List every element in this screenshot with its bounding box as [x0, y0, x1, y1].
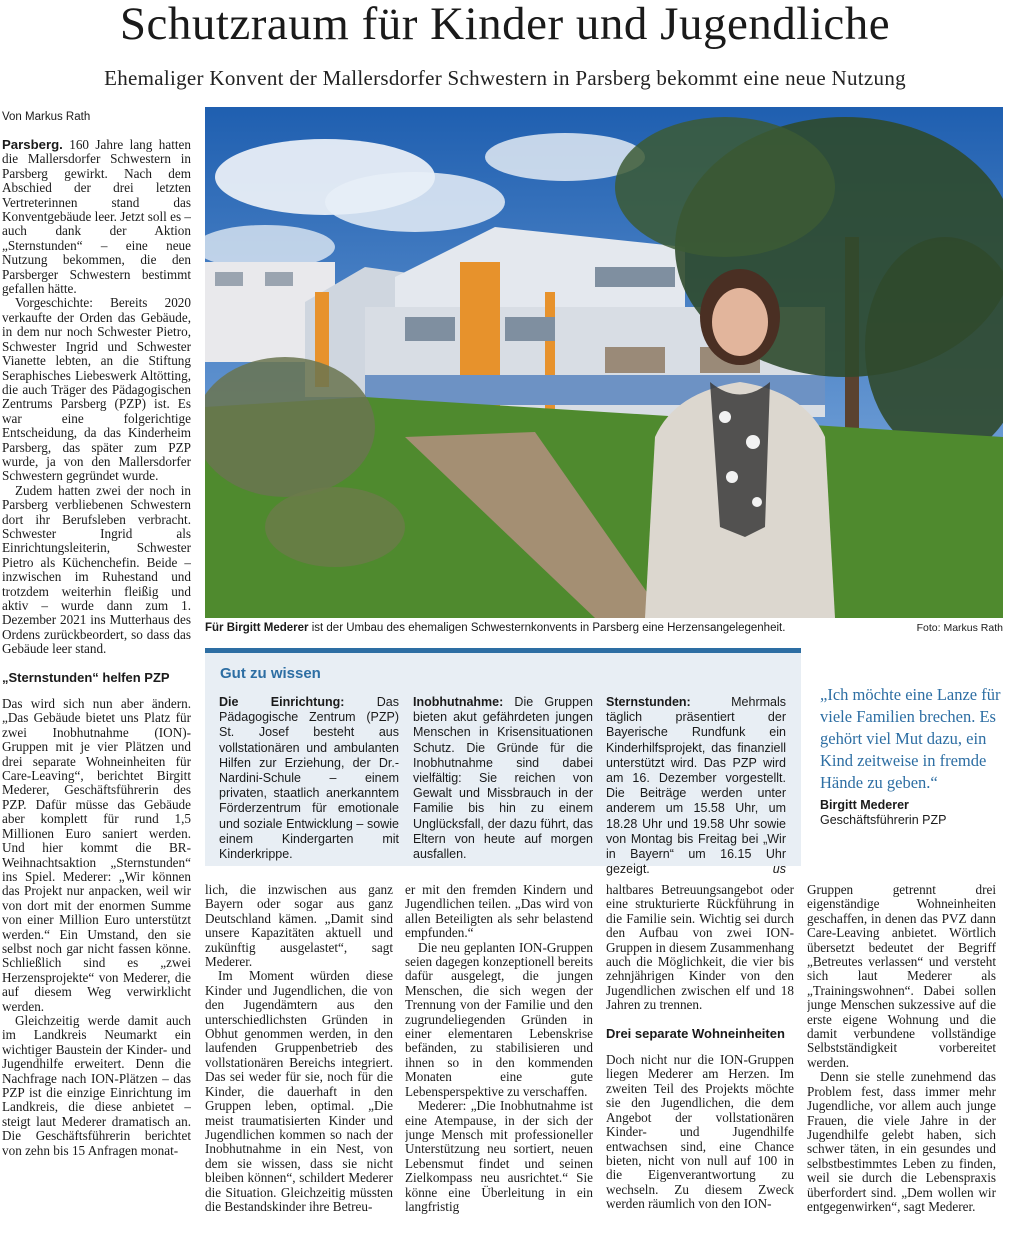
headline: Schutzraum für Kinder und Jugendliche — [119, 0, 891, 50]
article-paragraph: Zudem hatten zwei der noch in Parsberg verbliebenen Schwestern dort ihr Berufsleben verbracht. Schwester Ingrid als Einrichtungsleiterin, Schwester Pietro als Küchenchefin. Beide – inzwischen im Ruhestand und trotzdem weiterhin fleißig und aktiv – wurde dann zum 1. Dezember 2021 ins Mutterhaus des Ordens zurückbeordert, so dass das Gebäude leer stand. — [2, 482, 191, 657]
photo-illustration — [205, 107, 1003, 618]
article-photo — [205, 107, 1003, 618]
article-paragraph: Gruppen getrennt drei eigenständige Wohneinheiten geschaffen, in denen das PVZ dann Care-Leaving anbietet. Wörtlich übersetzt bedeutet der Begriff „Betreutes verlassen“ und versteht sich laut Mederer als „Trainingswohnen“. Dabei sollen junge Menschen sukzessive auf die erste eigene Wohnung und die damit verbundene vollständige Selbstständigkeit vorbereitet werden. — [807, 883, 996, 1070]
article-column-4 — [606, 883, 794, 1238]
article-paragraph: lich, die inzwischen aus ganz Bayern oder sogar aus ganz Deutschland kämen. „Damit sind unsere Kapazitäten aktuell und zukünftig ausgelastet“, sagt Mederer. — [205, 883, 393, 970]
article-column-1 — [2, 138, 191, 1238]
photo-caption — [205, 621, 1003, 636]
article-paragraph: Im Moment würden diese Kinder und Jugendlichen, die von den Jugendämtern aus den unterschiedlichsten Gründen in Obhut genommen werden, in den laufenden Gruppenbetrieb des vollstationären Bereichs integriert. Das sei weder für sie, noch für die Kinder, die dauerhaft in den Gruppen leben, optimal. „Die meist traumatisierten Kinder und Jugendlichen kommen so nach der Inobhutnahme in ein Nest, von dem sie wissen, dass sie nicht bleiben können“, schildert Mederer die Situation. Gleichzeitig müssten die Bestandskinder ihre Betreu- — [205, 968, 393, 1214]
info-box-column-2: Inobhutnahme: Die Gruppen bieten akut gefährdeten jungen Menschen in Krisensituationen Schutz. Die Gründe für die Inobhutnahme sind dabei vielfältig: Sie reichen von Gewalt und Missbrauch in der Familie bis hin zu einem Unglücksfall, der dazu führt, das Eltern von heute auf morgen ausfallen. — [413, 695, 593, 862]
article-paragraph: Mederer: „Die Inobhutnahme ist eine Atempause, in der sich der junge Mensch mit professioneller Unterstützung neu sortiert, neuen Lebensmut findet und seinen Zielkompass neu ausrichtet.“ Sie könne eine Überleitung in ein langfristig — [405, 1098, 593, 1214]
article-paragraph: er mit den fremden Kindern und Jugendlichen teilen. „Das wird von allen Beteiligten als sehr belastend empfunden.“ — [405, 883, 593, 941]
article-column-5 — [807, 883, 996, 1238]
quote-attribution: Birgitt Mederer Geschäftsführerin PZP — [820, 798, 947, 827]
article-paragraph: Denn sie stelle zunehmend das Problem fest, dass immer mehr Jugendliche, vor allem auch junge Frauen, die viele Jahre in der Jugendhilfe gelebt haben, sich schwer täten, in ein gesundes und selbstbestimmtes Leben zu finden, weil sie durch die Lebenspraxis überfordert sind. „Dem wollen wir entgegenwirken“, sagt Mederer. — [807, 1069, 996, 1214]
article-column-3 — [405, 883, 593, 1238]
caption-text: ist der Umbau des ehemaligen Schwesternkonvents in Parsberg eine Herzensangelegenheit. — [308, 622, 786, 634]
author-initials: us — [772, 862, 786, 877]
dateline: Parsberg. — [2, 138, 63, 152]
byline: Von Markus Rath — [2, 111, 91, 123]
article-paragraph: Die neu geplanten ION-Gruppen seien dagegen konzeptionell bereits dafür ausgelegt, die jungen Menschen, die sich wegen der Trennung von der Familie und den zugrundeliegenden Gründen in einer elementaren Lebenskrise befänden, zu stabilisieren und ihnen so in den kommenden Monaten eine gute Lebensperspektive zu verschaffen. — [405, 939, 593, 1099]
article-paragraph: Vorgeschichte: Bereits 2020 verkaufte der Orden das Gebäude, in dem nur noch Schwester Pietro, Schwester Ingrid und Schwester Vianette lebten, an die Stiftung Seraphisches Liebeswerk Altötting, die auch Träger des Pädagogischen Zentrums Parsberg (PZP) ist. Es war eine folgerichtige Entscheidung, da das Kinderheim Parsberg, das später zum PZP wurde, ja von den Mallersdorfer Schwestern gegründet wurde. — [2, 295, 191, 484]
caption-lead: Für Birgitt Mederer — [205, 622, 309, 634]
subheading: „Sternstunden“ helfen PZP — [2, 669, 170, 685]
info-box-column-1: Die Einrichtung: Das Pädagogische Zentrum (PZP) St. Josef besteht aus vollstationären und ambulanten Hilfen zur Erziehung, der Dr.-Nardini-Schule – einem privaten, staatlich anerkanntem Förderzentrum für emotionale und soziale Entwicklung – sowie einem Kindergarten mit Kinderkrippe. — [219, 695, 400, 862]
article-paragraph: Gleichzeitig werde damit auch im Landkreis Neumarkt ein wichtiger Baustein der Kinder- und Jugendhilfe erweitert. Denn die Nachfrage nach ION-Plätzen – das PZP ist die einzige Einrichtung im Landkreis, die diese anbietet – steigt laut Mederer dramatisch an. Die Geschäftsführerin berichtet von zehn bis 15 Anfragen monat- — [2, 1012, 191, 1158]
article-paragraph: haltbares Betreuungsangebot oder eine strukturierte Rückführung in die Familie sein. Wichtig sei durch den Aufbau von zwei ION-Gruppen in diesem Zusammenhang auch die Möglichkeit, die vier bis zehnjährigen Kinder von den Jugendlichen zwischen elf und 18 Jahren zu trennen. — [606, 883, 794, 1013]
info-box — [205, 648, 801, 877]
subline: Ehemaliger Konvent der Mallersdorfer Schwestern in Parsberg bekommt eine neue Nutzung — [104, 66, 906, 90]
article-paragraph: Doch nicht nur die ION-Gruppen liegen Mederer am Herzen. Im zweiten Teil des Projekts möchte sie den Jugendlichen, die dem Angebot der vollstationären Kinder- und Jugendhilfe entwachsen sind, eine Chance bieten, nicht von null auf 100 in die Eigenverantwortung zu wechseln. Zu diesem Zweck werden räumlich von den ION- — [606, 1052, 794, 1212]
info-box-title: Gut zu wissen — [220, 665, 321, 682]
info-box-column-3: Sternstunden: Mehrmals täglich präsentiert der Bayerische Rundfunk ein Kinderhilfsprojekt, das finanziell unterstützt wird. Das PZP wird am 16. Dezember vorgestellt. Die Beiträge werden unter anderem um 15.58 Uhr, um 18.28 Uhr und 19.58 Uhr sowie von Montag bis Freitag bei „Wir in Bayern“ um 16.15 Uhr gezeigt. us — [606, 695, 786, 877]
photo-credit: Foto: Markus Rath — [916, 622, 1003, 634]
article-paragraph: Parsberg. 160 Jahre lang hatten die Mallersdorfer Schwestern in Parsberg gewirkt. Nach dem Abschied der drei letzten Vertreterinnen stand das Konventgebäude leer. Jetzt soll es – auch dank der Aktion „Sternstunden“ – eine neue Nutzung bekommen, die den Parsberger Schwestern bestimmt gefallen hätte. — [2, 138, 191, 297]
subheading: Drei separate Wohneinheiten — [606, 1025, 785, 1041]
article-paragraph: Das wird sich nun aber ändern. „Das Gebäude bietet uns Platz für zwei Inobhutnahme (ION)-Gruppen mit je vier Plätzen und drei separate Wohneinheiten für Care-Leaving“, berichtet Birgitt Mederer, Geschäftsführerin des PZP. Dafür müsse das Gebäude aber komplett für rund 1,5 Millionen Euro saniert werden. Und hier kommt die BR-Weihnachtsaktion „Sternstunden“ ins Spiel. Mederer: „Wir können das Projekt nur anpacken, weil wir von dort mit der enormen Summe von einer Million Euro unterstützt werden.“ Ein Umstand, den sie selbst noch gar nicht fassen könne. Schließlich sind es „zwei Herzensprojekte“ von Mederer, die auf diesem Weg verwirklicht werden. — [2, 696, 191, 1014]
pull-quote: „Ich möchte eine Lanze für viele Familien brechen. Es gehört viel Mut dazu, ein Kind zeitweise in fremde Hände zu geben.“ — [820, 685, 1001, 792]
article-column-2 — [205, 883, 393, 1238]
